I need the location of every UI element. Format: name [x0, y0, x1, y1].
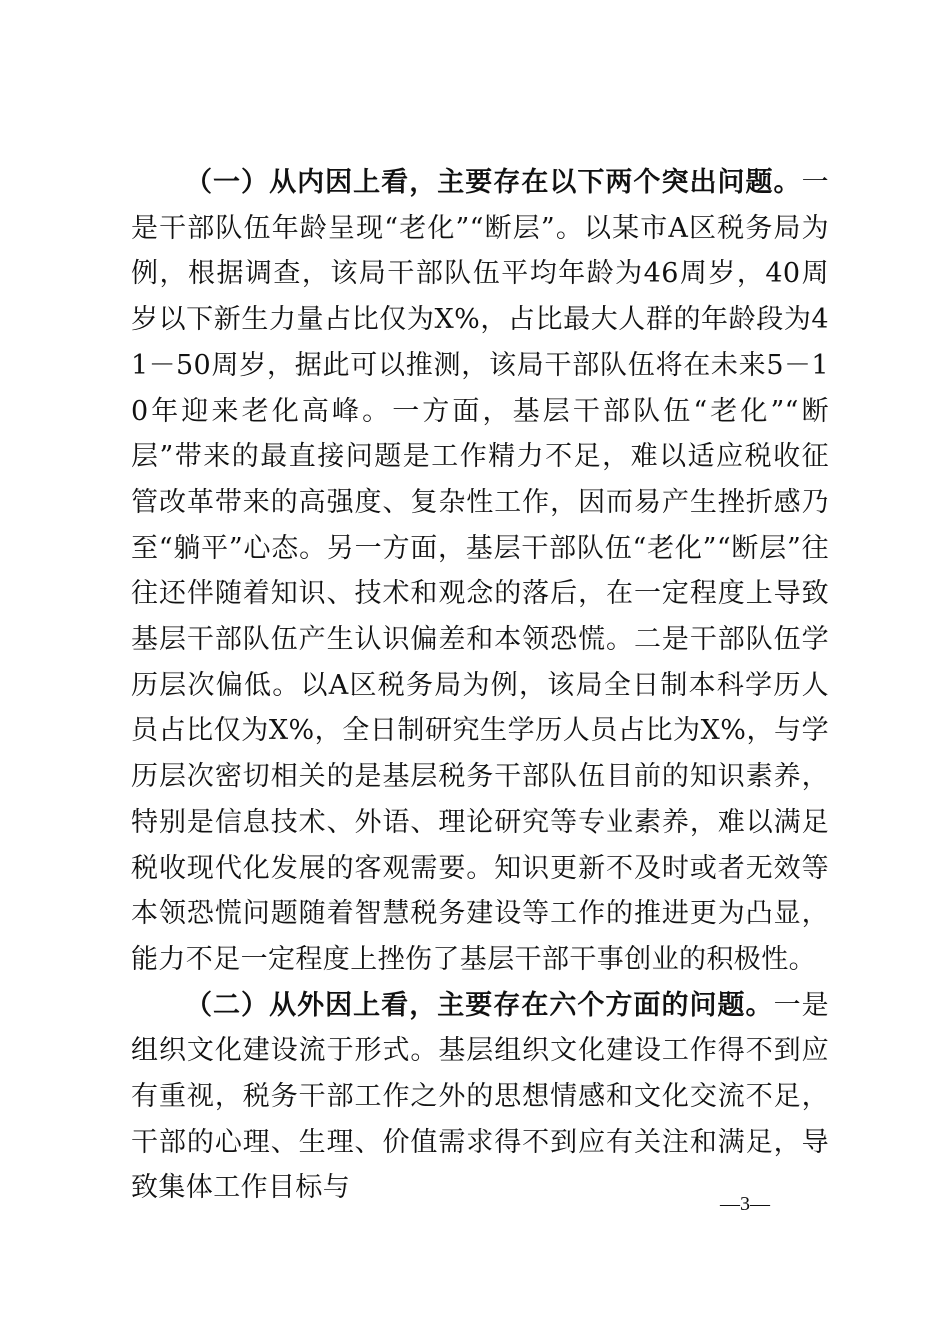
paragraph-external-causes: [131, 983, 829, 1212]
paragraph-lead: （二）从外因上看，主要存在六个方面的问题。: [185, 989, 774, 1021]
paragraph-text: 一是干部队伍年龄呈现“老化”“断层”。以某市A区税务局为例，根据调查，该局干部队伍平均年龄为46周岁，40周岁以下新生力量占比仅为X%，占比最大人群的年龄段为41－50周岁，据此可以推测，该局干部队伍将在未来5－10年迎来老化高峰。一方面，基层干部队伍“老化”“断层”带来的最直接问题是工作精力不足，难以适应税收征管改革带来的高强度、复杂性工作，因而易产生挫折感乃至“躺平”心态。另一方面，基层干部队伍“老化”“断层”往往还伴随着知识、技术和观念的落后，在一定程度上导致基层干部队伍产生认识偏差和本领恐慌。二是干部队伍学历层次偏低。以A区税务局为例，该局全日制本科学历人员占比仅为X%，全日制研究生学历人员占比为X%，与学历层次密切相关的是基层税务干部队伍目前的知识素养，特别是信息技术、外语、理论研究等专业素养，难以满足税收现代化发展的客观需要。知识更新不及时或者无效等本领恐慌问题随着智慧税务建设等工作的推进更为凸显，能力不足一定程度上挫伤了基层干部干事创业的积极性。: [131, 167, 829, 975]
document-body: [131, 160, 829, 1211]
page-number: —3—: [720, 1193, 770, 1215]
paragraph-internal-causes: [131, 160, 829, 983]
paragraph-text: 一是组织文化建设流于形式。基层组织文化建设工作得不到应有重视，税务干部工作之外的思想情感和文化交流不足，干部的心理、生理、价值需求得不到应有关注和满足，导致集体工作目标与: [131, 989, 829, 1204]
paragraph-lead: （一）从内因上看，主要存在以下两个突出问题。: [185, 167, 802, 198]
